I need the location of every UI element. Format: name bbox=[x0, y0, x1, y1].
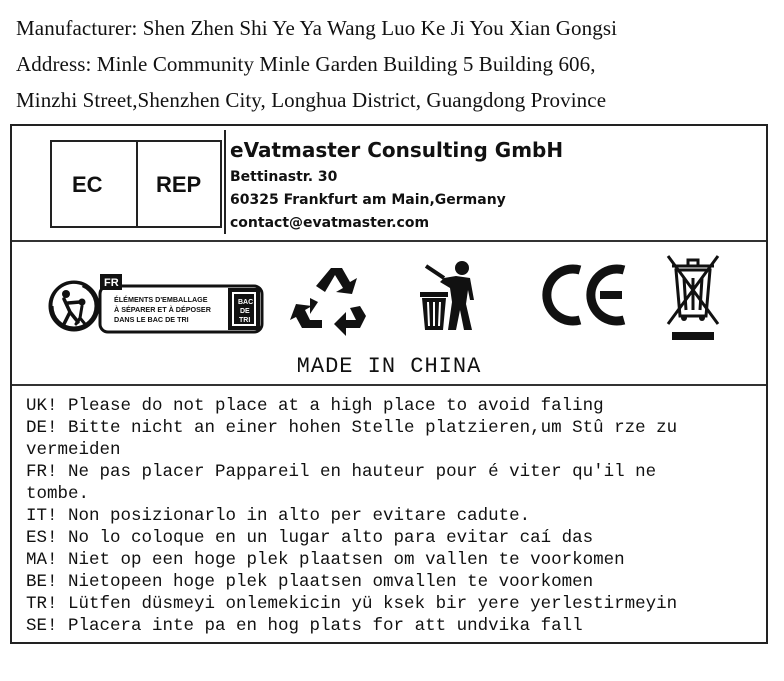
ec-text: EC bbox=[72, 172, 103, 197]
ec-rep-box bbox=[50, 140, 222, 228]
warning-ma: MA! Niet op een hoge plek plaatsen om vallen te voorkomen bbox=[26, 550, 625, 570]
warning-uk: UK! Please do not place at a high place to avoid faling bbox=[26, 396, 604, 416]
recycle-icon bbox=[290, 262, 372, 340]
ec-rep-divider bbox=[136, 142, 138, 226]
triman-text-1: ÉLÉMENTS D'EMBALLAGE bbox=[114, 295, 208, 304]
address-line-1: Address: Minle Community Minle Garden Building 5 Building 606, bbox=[16, 52, 596, 76]
warning-be: BE! Nietopeen hoge plek plaatsen omvallen te voorkomen bbox=[26, 572, 594, 592]
rep-vertical-divider bbox=[224, 130, 226, 234]
triman-text-3: DANS LE BAC DE TRI bbox=[114, 315, 189, 324]
warning-de-cont: vermeiden bbox=[26, 440, 121, 460]
warning-it: IT! Non posizionarlo in alto per evitare cadute. bbox=[26, 506, 531, 526]
warning-es: ES! No lo coloque en un lugar alto para evitar caí das bbox=[26, 528, 594, 548]
made-in-label: MADE IN CHINA bbox=[296, 354, 482, 379]
rep-company-name: eVatmaster Consulting GmbH bbox=[230, 138, 564, 162]
triman-text-2: À SÉPARER ET À DÉPOSER bbox=[114, 305, 211, 314]
tidyman-icon bbox=[416, 260, 482, 334]
rep-city: 60325 Frankfurt am Main,Germany bbox=[230, 192, 506, 208]
product-label bbox=[10, 124, 768, 644]
section-divider-2 bbox=[12, 384, 766, 386]
rep-street: Bettinastr. 30 bbox=[230, 169, 338, 185]
warning-tr: TR! Lütfen düsmeyi onlemekicin yü ksek bir yere yerlestirmeyin bbox=[26, 594, 678, 614]
triman-icon bbox=[42, 272, 264, 338]
warning-de: DE! Bitte nicht an einer hohen Stelle platzieren,um Stû rze zu bbox=[26, 418, 678, 438]
bin-label-3: TRI bbox=[239, 317, 251, 324]
warning-fr-cont: tombe. bbox=[26, 484, 90, 504]
address-line-2: Minzhi Street,Shenzhen City, Longhua District, Guangdong Province bbox=[16, 88, 607, 112]
ce-mark-icon bbox=[542, 260, 632, 330]
bin-label-2: DE bbox=[240, 308, 250, 315]
section-divider-1 bbox=[12, 240, 766, 242]
warning-se: SE! Placera inte pa en hog plats for att undvika fall bbox=[26, 616, 583, 636]
manufacturer-line: Manufacturer: Shen Zhen Shi Ye Ya Wang Luo Ke Ji You Xian Gongsi bbox=[16, 16, 618, 40]
warning-fr: FR! Ne pas placer Pappareil en hauteur pour é viter qu'il ne bbox=[26, 462, 657, 482]
bin-label-1: BAC bbox=[238, 299, 254, 306]
rep-email: contact@evatmaster.com bbox=[230, 215, 430, 231]
triman-country-text: FR bbox=[104, 277, 119, 289]
rep-text: REP bbox=[156, 172, 202, 197]
weee-crossed-bin-icon bbox=[660, 252, 726, 342]
